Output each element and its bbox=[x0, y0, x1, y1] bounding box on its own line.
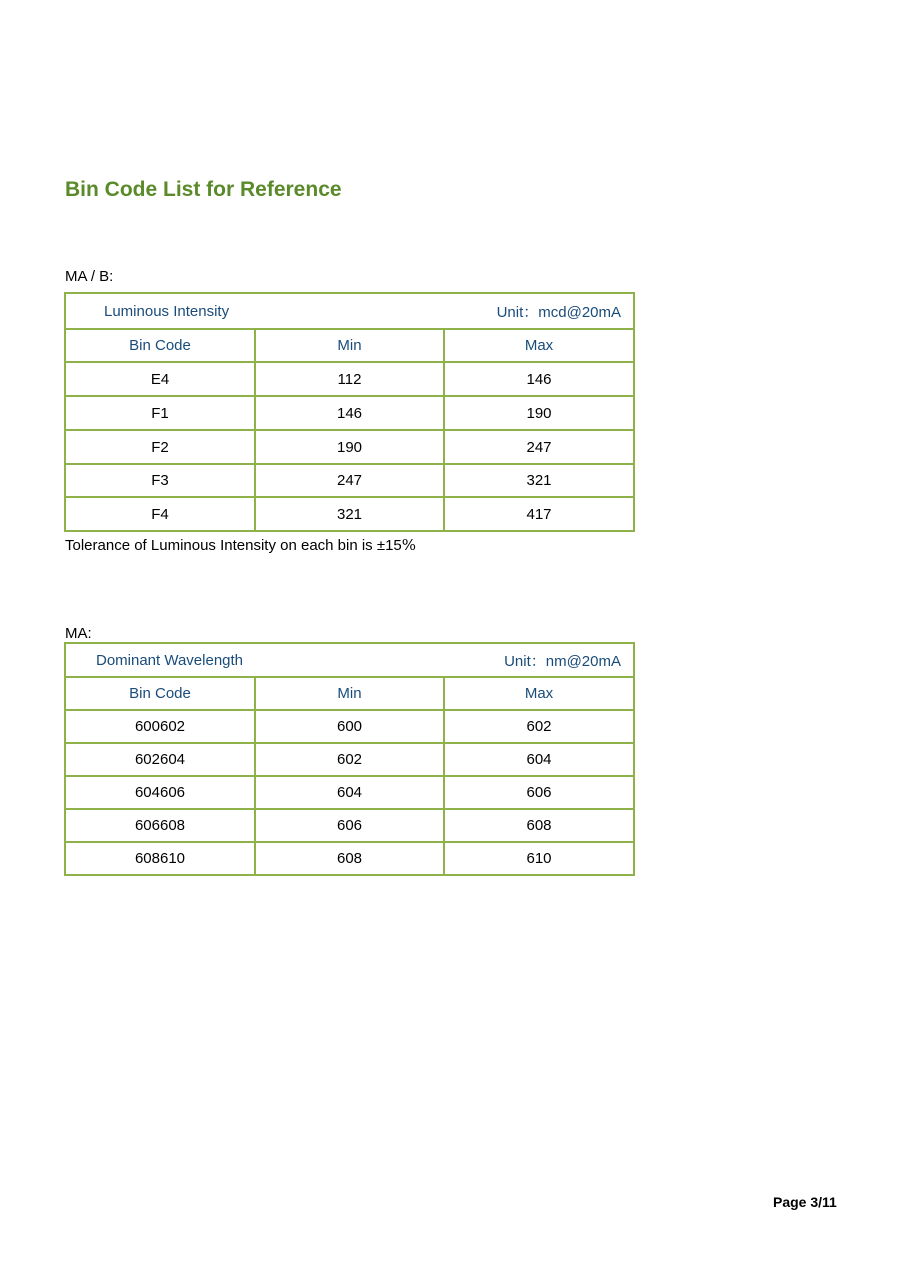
column-header-min: Min bbox=[255, 329, 444, 362]
table-row bbox=[65, 710, 634, 743]
bin-code-cell: 608610 bbox=[65, 842, 255, 875]
table-row bbox=[65, 842, 634, 875]
bin-code-cell: 604606 bbox=[65, 776, 255, 809]
max-cell: 604 bbox=[444, 743, 634, 776]
page-number: Page 3/11 bbox=[773, 1194, 837, 1210]
table-row bbox=[65, 497, 634, 531]
table-unit-label: Unit：nm@20mA bbox=[504, 652, 621, 670]
table-row bbox=[65, 809, 634, 842]
max-cell: 610 bbox=[444, 842, 634, 875]
table-header-row bbox=[65, 293, 634, 329]
max-cell: 602 bbox=[444, 710, 634, 743]
min-cell: 321 bbox=[255, 497, 444, 531]
page-title: Bin Code List for Reference bbox=[65, 178, 342, 201]
bin-code-cell: 606608 bbox=[65, 809, 255, 842]
bin-code-cell: 600602 bbox=[65, 710, 255, 743]
luminous-intensity-table bbox=[64, 292, 635, 532]
column-header-bin-code: Bin Code bbox=[65, 329, 255, 362]
tolerance-note-text: Tolerance of Luminous Intensity on each bin is ±15 bbox=[65, 537, 402, 554]
table-heading-dominant-wavelength: Dominant Wavelength bbox=[96, 651, 244, 669]
table-row bbox=[65, 396, 634, 430]
max-cell: 608 bbox=[444, 809, 634, 842]
max-cell: 146 bbox=[444, 362, 634, 396]
min-cell: 606 bbox=[255, 809, 444, 842]
table-unit-label: Unit：mcd@20mA bbox=[496, 303, 622, 321]
table-row bbox=[65, 464, 634, 497]
min-cell: 608 bbox=[255, 842, 444, 875]
percent-sign: % bbox=[401, 536, 417, 554]
bin-code-cell: 602604 bbox=[65, 743, 255, 776]
column-header-max: Max bbox=[444, 677, 634, 710]
min-cell: 600 bbox=[255, 710, 444, 743]
max-cell: 247 bbox=[444, 430, 634, 464]
max-cell: 321 bbox=[444, 464, 634, 497]
section-label-ma-b: MA / B: bbox=[65, 268, 114, 285]
bin-code-cell: F1 bbox=[65, 396, 255, 430]
column-header-max: Max bbox=[444, 329, 634, 362]
table-row bbox=[65, 776, 634, 809]
table-heading-luminous-intensity: Luminous Intensity bbox=[104, 302, 230, 320]
section-label-ma: MA: bbox=[65, 625, 92, 642]
column-header-bin-code: Bin Code bbox=[65, 677, 255, 710]
bin-code-cell: F3 bbox=[65, 464, 255, 497]
bin-code-cell: E4 bbox=[65, 362, 255, 396]
min-cell: 602 bbox=[255, 743, 444, 776]
min-cell: 112 bbox=[255, 362, 444, 396]
bin-code-cell: F2 bbox=[65, 430, 255, 464]
column-header-min: Min bbox=[255, 677, 444, 710]
max-cell: 417 bbox=[444, 497, 634, 531]
max-cell: 606 bbox=[444, 776, 634, 809]
table-row bbox=[65, 362, 634, 396]
tolerance-note bbox=[65, 536, 416, 554]
table-row bbox=[65, 430, 634, 464]
bin-code-cell: F4 bbox=[65, 497, 255, 531]
dominant-wavelength-table bbox=[64, 642, 635, 876]
min-cell: 604 bbox=[255, 776, 444, 809]
table-header-row bbox=[65, 643, 634, 677]
min-cell: 146 bbox=[255, 396, 444, 430]
table-row bbox=[65, 743, 634, 776]
max-cell: 190 bbox=[444, 396, 634, 430]
min-cell: 190 bbox=[255, 430, 444, 464]
min-cell: 247 bbox=[255, 464, 444, 497]
